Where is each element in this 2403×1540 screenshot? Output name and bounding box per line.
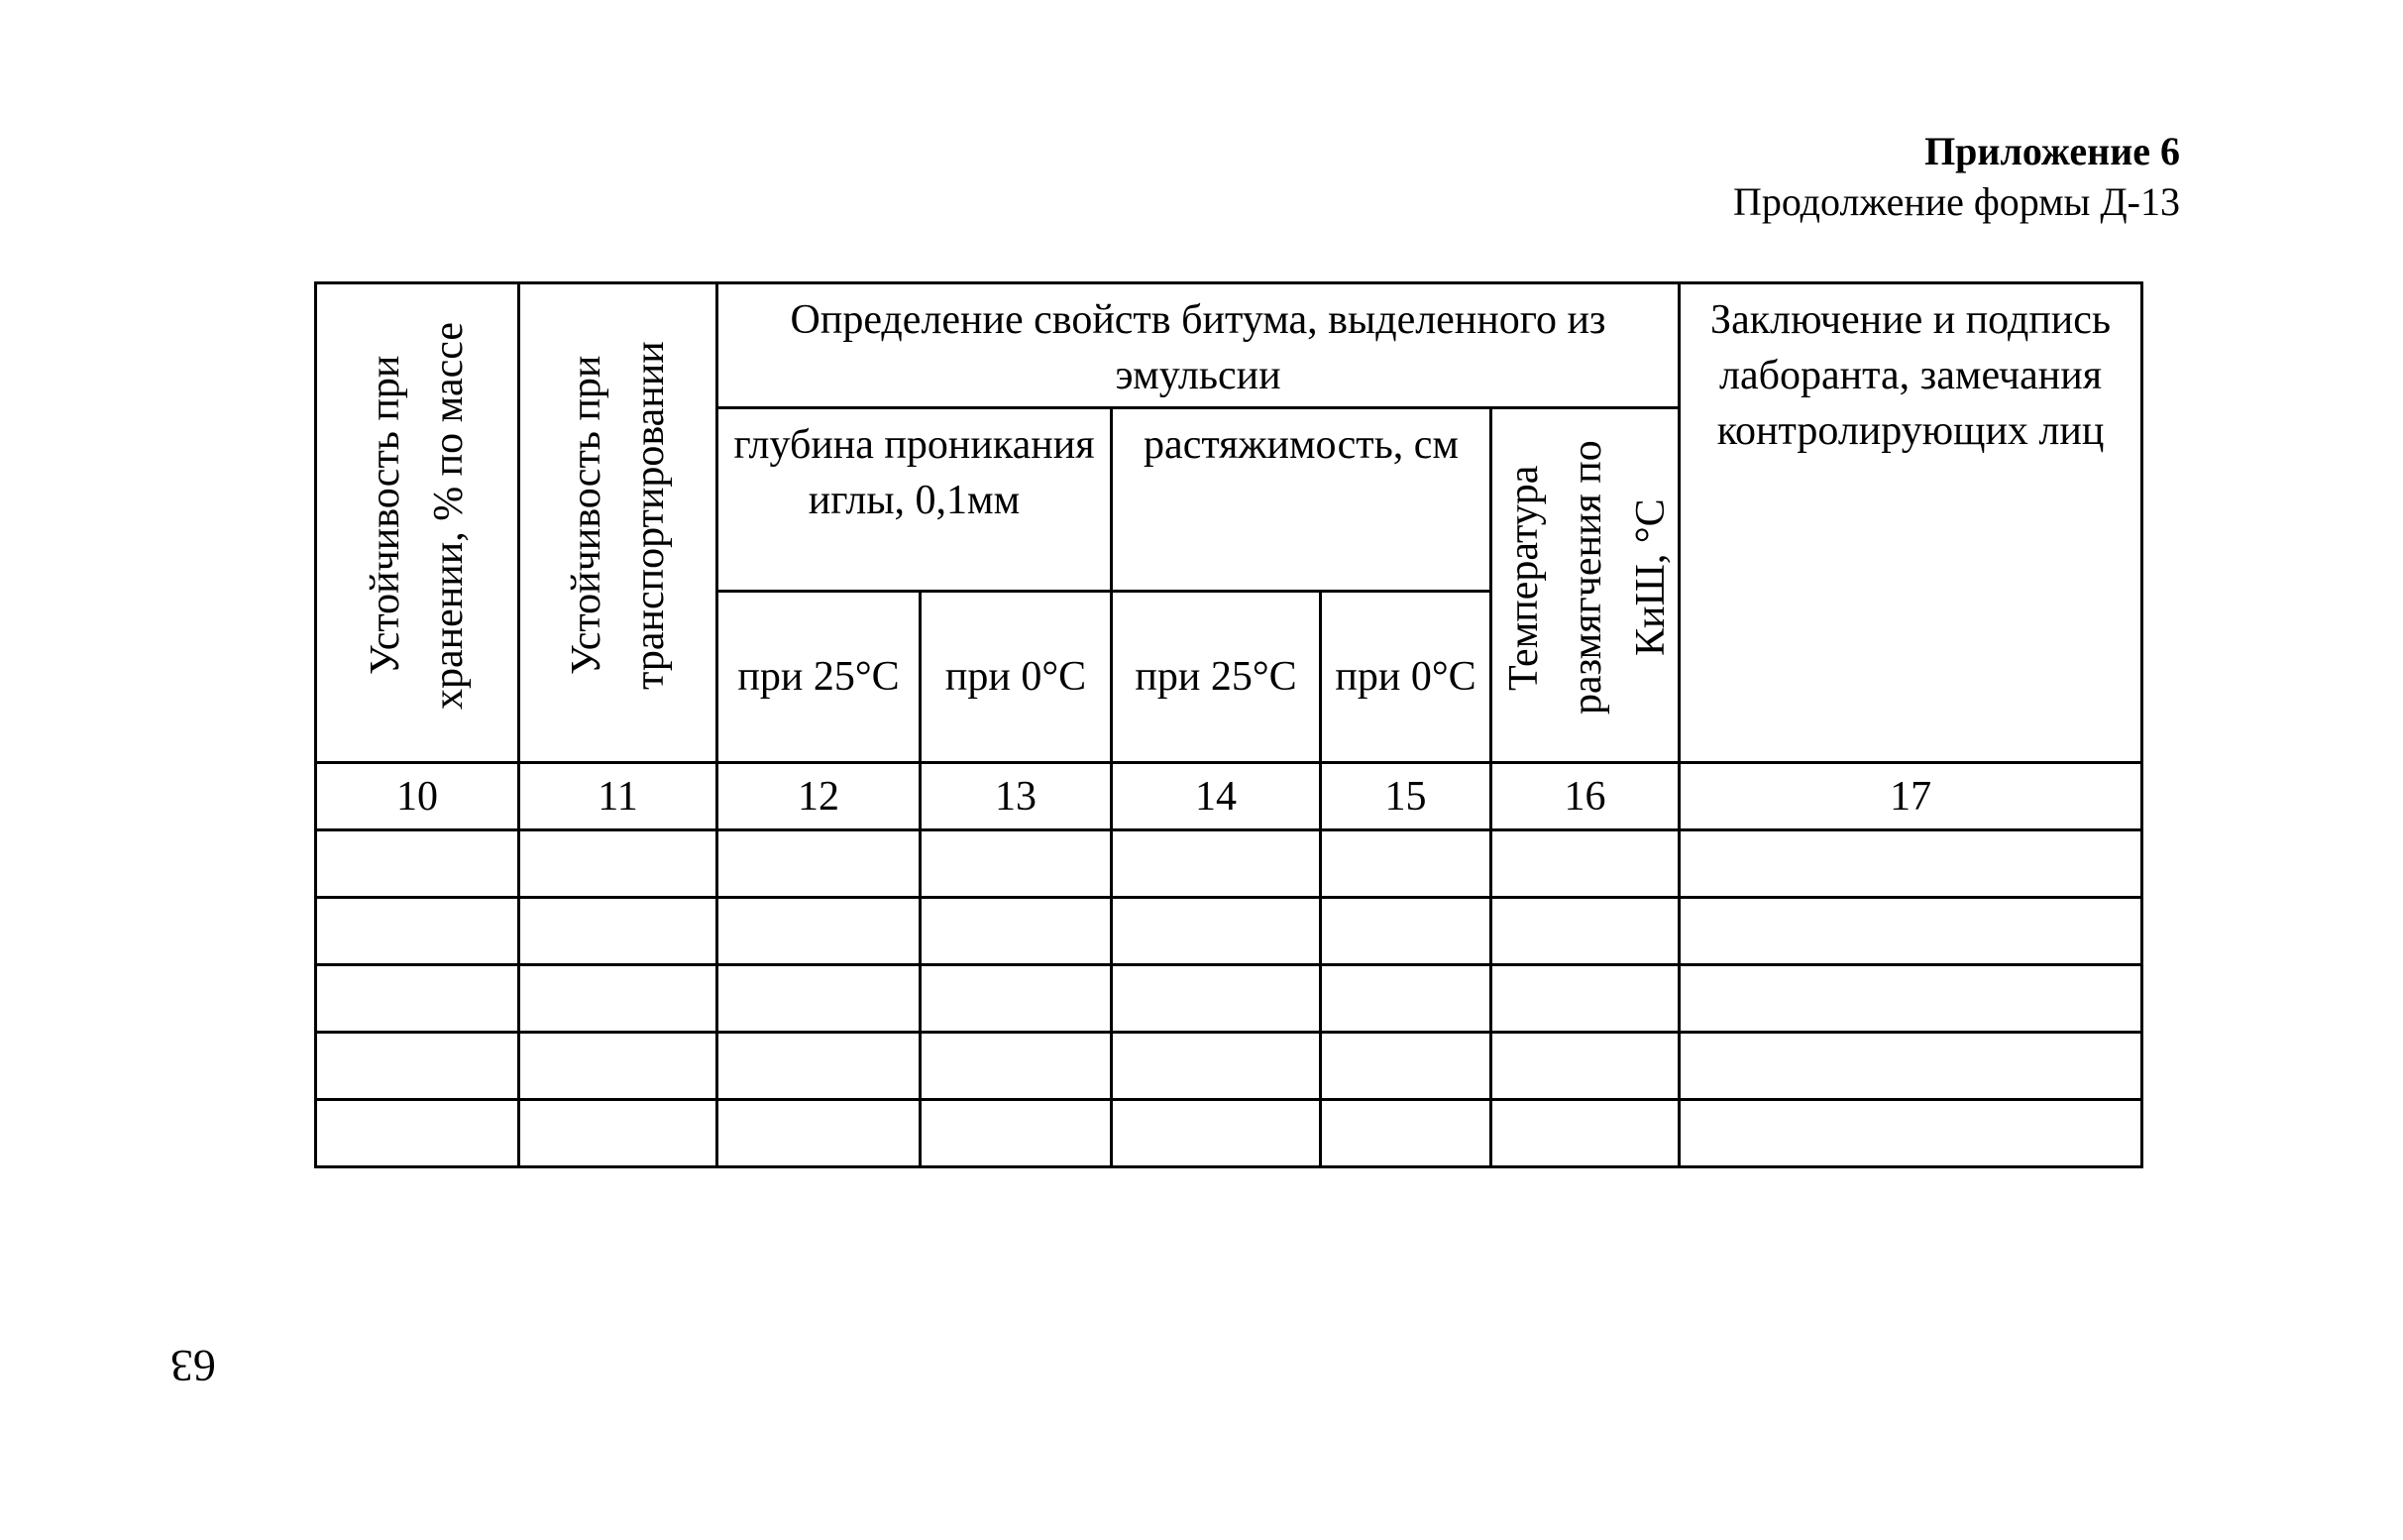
column-number: 16 [1491, 763, 1680, 830]
empty-table-row [316, 965, 2142, 1033]
bitumen-properties-title: Определение свойств битума, выделенного из эмульсии [790, 297, 1606, 398]
empty-cell [1321, 830, 1491, 898]
page-number: 63 [170, 1341, 216, 1391]
empty-cell [1321, 1033, 1491, 1100]
subheader-text: при 0°С [944, 654, 1087, 700]
empty-cell [1321, 898, 1491, 965]
empty-cell [519, 1100, 717, 1167]
column-number: 12 [717, 763, 921, 830]
form-table [314, 281, 2143, 1168]
header-cell-conclusion [1680, 283, 2142, 763]
subheader-text: при 0°С [1335, 654, 1476, 700]
empty-cell [1491, 830, 1680, 898]
empty-cell [1680, 1100, 2142, 1167]
empty-cell [921, 1100, 1112, 1167]
empty-cell [1112, 965, 1321, 1033]
subheader-ductility-25 [1112, 592, 1321, 763]
subheader-penetration-25 [717, 592, 921, 763]
empty-cell [1680, 965, 2142, 1033]
empty-cell [1491, 965, 1680, 1033]
storage-stability-title: Устойчивость при хранении, % по массе [363, 321, 472, 710]
header-cell-bitumen-properties [717, 283, 1680, 408]
subheader-text: при 25°С [1135, 654, 1297, 700]
empty-cell [519, 965, 717, 1033]
subheader-text: при 25°С [737, 654, 900, 700]
empty-cell [519, 1033, 717, 1100]
column-number: 11 [519, 763, 717, 830]
column-number: 17 [1680, 763, 2142, 830]
column-number: 10 [316, 763, 519, 830]
transport-stability-title: Устойчивость при транспортировании [563, 341, 673, 690]
header-cell-transport-stability [519, 283, 717, 763]
subheader-ductility-0 [1321, 592, 1491, 763]
empty-cell [1680, 898, 2142, 965]
column-number: 13 [921, 763, 1112, 830]
empty-cell [1680, 1033, 2142, 1100]
empty-table-row [316, 898, 2142, 965]
empty-cell [1491, 1033, 1680, 1100]
empty-cell [316, 965, 519, 1033]
header-cell-penetration [717, 408, 1112, 592]
empty-cell [1112, 1033, 1321, 1100]
empty-cell [1112, 830, 1321, 898]
empty-cell [1491, 1100, 1680, 1167]
empty-cell [1112, 898, 1321, 965]
empty-cell [921, 830, 1112, 898]
header-cell-ductility [1112, 408, 1491, 592]
ductility-title: растяжимость, см [1144, 422, 1459, 468]
empty-cell [1680, 830, 2142, 898]
empty-table-row [316, 830, 2142, 898]
empty-cell [519, 830, 717, 898]
column-number-row [316, 763, 2142, 830]
column-number: 14 [1112, 763, 1321, 830]
empty-table-row [316, 1100, 2142, 1167]
header-cell-storage-stability [316, 283, 519, 763]
empty-cell [316, 830, 519, 898]
empty-cell [1321, 1100, 1491, 1167]
empty-cell [1491, 898, 1680, 965]
form-continuation-label: Продолжение формы Д-13 [1732, 179, 2180, 224]
header-cell-softening-point [1491, 408, 1680, 763]
empty-table-row [316, 1033, 2142, 1100]
empty-cell [1321, 965, 1491, 1033]
penetration-title: глубина проникания иглы, 0,1мм [733, 422, 1095, 523]
page-header [1733, 127, 2180, 228]
empty-cell [1112, 1100, 1321, 1167]
empty-cell [717, 830, 921, 898]
empty-cell [316, 898, 519, 965]
empty-cell [717, 1100, 921, 1167]
softening-point-title: Температура размягчения по КиШ, °С [1501, 440, 1674, 715]
empty-cell [717, 898, 921, 965]
empty-cell [316, 1033, 519, 1100]
appendix-label: Приложение 6 [1924, 129, 2180, 173]
subheader-penetration-0 [921, 592, 1112, 763]
empty-cell [921, 898, 1112, 965]
empty-cell [519, 898, 717, 965]
conclusion-title: Заключение и подпись лаборанта, замечания контролирующих лиц [1710, 297, 2112, 454]
empty-cell [717, 1033, 921, 1100]
empty-cell [316, 1100, 519, 1167]
column-number: 15 [1321, 763, 1491, 830]
empty-cell [921, 965, 1112, 1033]
empty-cell [717, 965, 921, 1033]
empty-cell [921, 1033, 1112, 1100]
